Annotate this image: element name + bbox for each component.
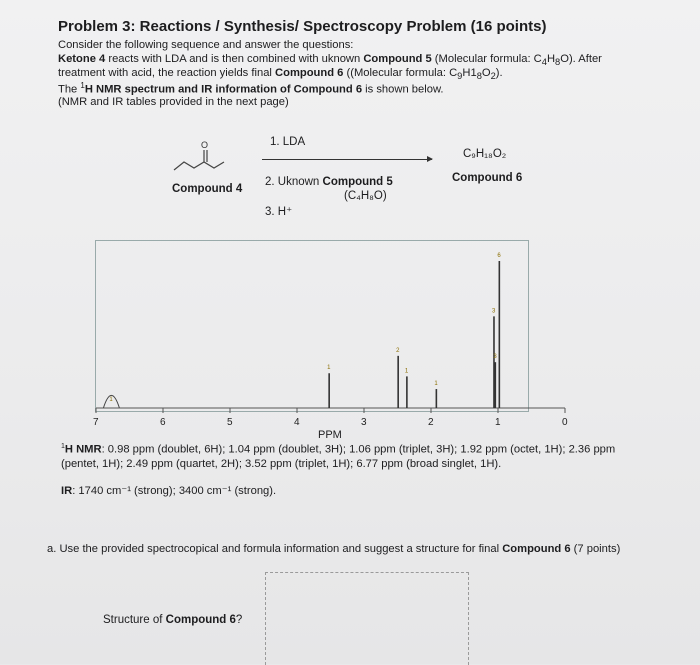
intro-text: O <box>481 67 491 79</box>
intro-text: (Molecular formula: C <box>431 53 542 65</box>
integration-label: 2 <box>396 347 400 354</box>
subscript: 4 <box>541 57 547 68</box>
axis-tick-label: 4 <box>294 417 300 428</box>
compound-6-ref: Compound 6 <box>165 614 236 626</box>
nmr-data-line-1 <box>61 443 615 456</box>
integration-label: 1 <box>404 368 409 375</box>
axis-tick-label: 2 <box>428 417 434 428</box>
integration-label: 3 <box>491 308 496 315</box>
compound-6-label: Compound 6 <box>452 172 523 184</box>
intro-text: is shown below. <box>362 83 444 96</box>
axis-tick-label: 3 <box>361 417 367 428</box>
nmr-text: : 0.98 ppm (doublet, 6H); 1.04 ppm (doublet, 3H); 1.06 ppm (triplet, 3H); 1.92 ppm (octet, 1H); 2.36 ppm <box>101 443 616 456</box>
integration-label: 6 <box>497 253 501 260</box>
ppm-axis-label: PPM <box>318 429 342 441</box>
compound-6-ref: Compound 6 <box>275 67 344 79</box>
step-2-text: 2. Uknown <box>265 176 323 188</box>
step-1-label: 1. LDA <box>270 136 306 148</box>
answer-label <box>103 614 242 626</box>
problem-title: Problem 3: Reactions / Synthesis/ Spectroscopy Problem (16 points) <box>58 18 547 35</box>
superscript: 1 <box>80 81 85 90</box>
superscript: 1 <box>61 443 65 450</box>
answer-label-text: ? <box>235 614 243 626</box>
integration-label: 1 <box>327 365 331 372</box>
ir-text: : 1740 cm⁻¹ (strong); 3400 cm⁻¹ (strong). <box>72 485 277 497</box>
answer-box[interactable] <box>265 572 469 665</box>
subscript: 8 <box>476 71 482 82</box>
intro-text: ((Molecular formula: C <box>343 67 458 79</box>
intro-line-5: (NMR and IR tables provided in the next page) <box>58 96 289 108</box>
step-3-label: 3. H⁺ <box>265 206 293 218</box>
intro-text: O). After <box>560 53 602 65</box>
ketone-4-ref: Ketone 4 <box>58 53 106 65</box>
nmr-ir-ref: H NMR spectrum and IR information of Compound 6 <box>84 83 363 96</box>
axis-tick-label: 0 <box>562 417 568 428</box>
intro-text: H <box>546 53 556 65</box>
compound-5-ref: Compound 5 <box>363 53 432 65</box>
intro-text: The <box>58 83 81 96</box>
compound-5-label: Compound 5 <box>322 176 393 188</box>
intro-text: Consider the following sequence and answer the questions: <box>58 39 354 51</box>
integration-label: 1 <box>109 396 113 403</box>
question-points: (7 points) <box>570 543 621 555</box>
subscript: 2 <box>490 71 496 82</box>
svg-text:O: O <box>201 140 209 150</box>
nmr-label: H NMR <box>64 443 102 456</box>
integration-label: 1 <box>434 381 438 388</box>
intro-text: reacts with LDA and is then combined with uknown <box>105 53 364 65</box>
intro-text: H1 <box>462 67 477 79</box>
question-text: a. Use the provided spectrocopical and formula information and suggest a structure for final <box>47 543 503 555</box>
subscript: 9 <box>457 71 463 82</box>
axis-tick-label: 5 <box>227 417 233 428</box>
ir-label: IR <box>61 485 73 497</box>
axis-tick-label: 1 <box>495 417 501 428</box>
ir-data-line <box>61 484 276 497</box>
compound-4-label: Compound 4 <box>172 183 243 195</box>
axis-tick-label: 7 <box>93 417 99 428</box>
intro-text: treatment with acid, the reaction yields final <box>58 67 276 79</box>
axis-tick-label: 6 <box>160 417 166 428</box>
nmr-data-line-2: (pentet, 1H); 2.49 ppm (quartet, 2H); 3.52 ppm (triplet, 1H); 6.77 ppm (broad singlet, 1H). <box>61 458 502 470</box>
compound-6-formula: C₉H₁₈O₂ <box>463 148 507 160</box>
intro-text: ). <box>495 67 503 79</box>
integration-label: 3 <box>493 354 497 361</box>
answer-label-text: Structure of <box>103 614 166 626</box>
subscript: 8 <box>555 57 561 68</box>
question-a <box>47 543 620 555</box>
compound-6-ref: Compound 6 <box>502 543 571 555</box>
compound-5-formula: (C₄H₈O) <box>344 190 387 202</box>
